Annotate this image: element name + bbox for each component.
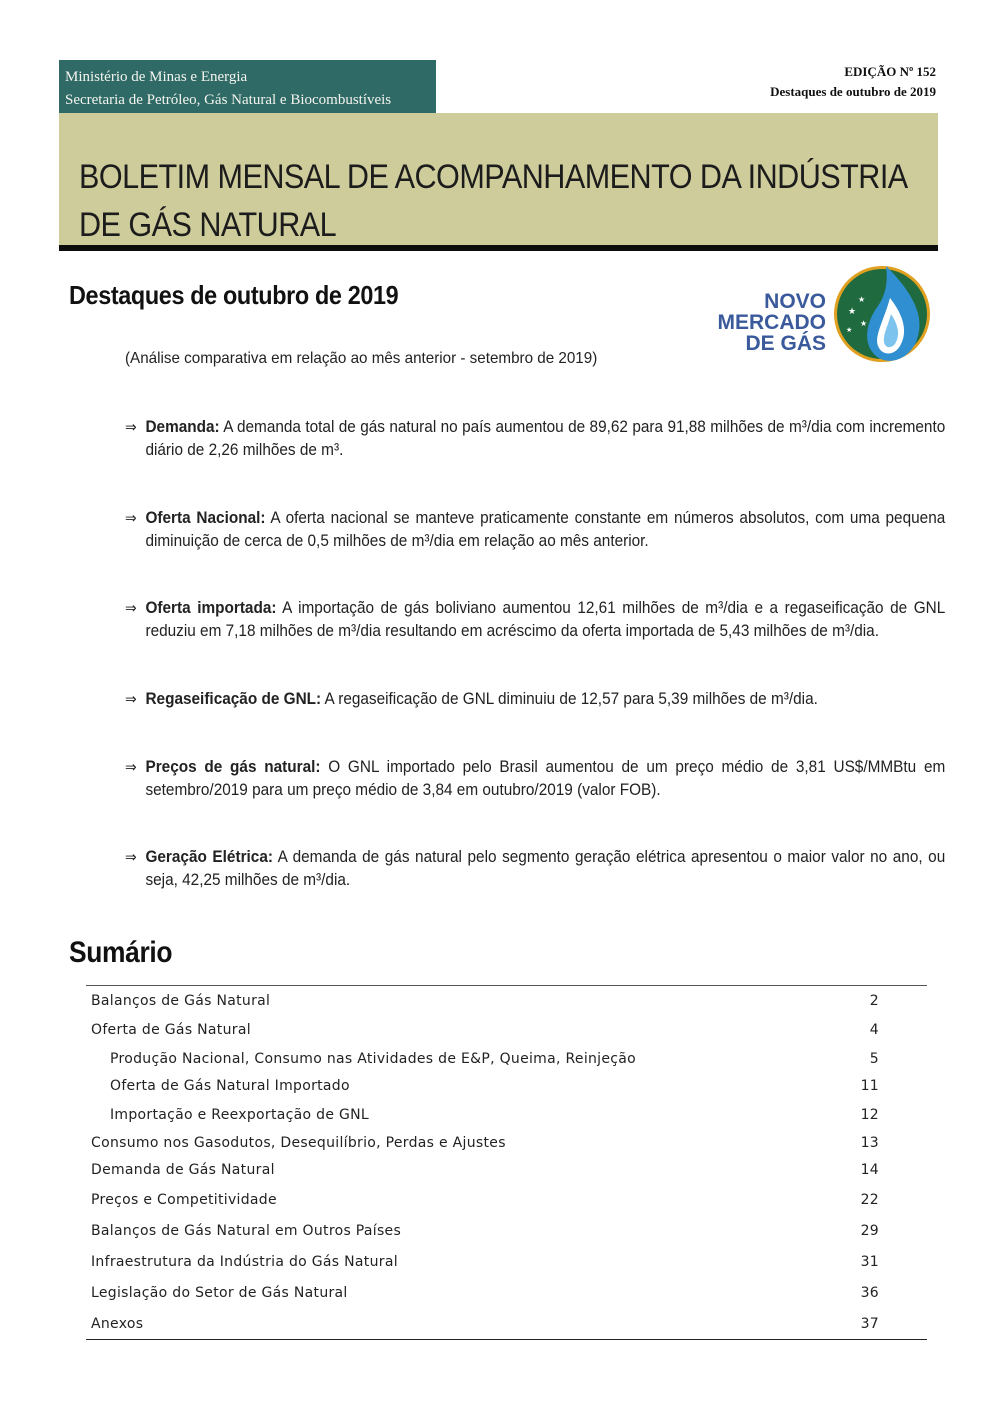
arrow-icon: ⇒ [125, 418, 137, 436]
svg-text:★: ★ [846, 326, 853, 334]
edition-info [770, 62, 936, 102]
highlight-label: Oferta importada: [145, 599, 277, 617]
toc-entry-page: 5 [869, 1051, 879, 1067]
bulletin-title-band [59, 113, 938, 246]
toc-entry-title: Balanços de Gás Natural [91, 993, 271, 1009]
toc-entry-page: 2 [869, 993, 879, 1009]
toc-entry-title: Oferta de Gás Natural [91, 1022, 251, 1038]
highlight-text: A demanda total de gás natural no país aumentou de 89,62 para 91,88 milhões de m³/dia com incremento diário de 2,26 milhões de m³. [145, 418, 946, 459]
comparison-note: (Análise comparativa em relação ao mês anterior - setembro de 2019) [125, 350, 598, 367]
edition-subtitle: Destaques de outubro de 2019 [770, 84, 936, 99]
toc-entry-page: 14 [860, 1162, 879, 1178]
toc-entry-title: Demanda de Gás Natural [91, 1162, 275, 1178]
highlight-label: Preços de gás natural: [145, 758, 321, 776]
highlight-label: Regaseificação de GNL: [145, 690, 322, 708]
edition-number: EDIÇÃO Nº 152 [844, 64, 936, 79]
highlight-oferta-importada [125, 597, 950, 643]
toc-entry-page: 13 [860, 1135, 879, 1151]
svg-text:★: ★ [858, 295, 866, 304]
toc-entry-title: Importação e Reexportação de GNL [110, 1107, 370, 1123]
highlight-label: Demanda: [145, 418, 220, 436]
toc-entry-page: 11 [860, 1078, 879, 1094]
toc-entry-page: 12 [860, 1107, 879, 1123]
toc-entry-title: Balanços de Gás Natural em Outros Países [91, 1223, 402, 1239]
novo-mercado-de-gas-logo [700, 258, 932, 372]
highlight-label: Oferta Nacional: [145, 509, 266, 527]
highlight-text: A oferta nacional se manteve praticamente constante em números absolutos, com uma pequena diminuição de cerca de 0,5 milhões de m³/dia em relação ao mês anterior. [145, 509, 946, 550]
toc-entry-page: 36 [860, 1285, 879, 1301]
arrow-icon: ⇒ [125, 599, 137, 617]
toc-entry-title: Anexos [91, 1316, 144, 1332]
arrow-icon: ⇒ [125, 509, 137, 527]
highlight-text: A regaseificação de GNL diminuiu de 12,57 para 5,39 milhões de m³/dia. [321, 690, 818, 708]
toc-entry-page: 22 [860, 1192, 879, 1208]
summary-heading: Sumário [69, 936, 173, 969]
highlight-text: A demanda de gás natural pelo segmento geração elétrica apresentou o maior valor no ano, ou seja, 42,25 milhões de m³/dia. [145, 848, 946, 889]
toc-entry-title: Infraestrutura da Indústria do Gás Natural [91, 1254, 398, 1270]
logo-text-mercado: MERCADO [717, 311, 826, 334]
arrow-icon: ⇒ [125, 848, 137, 866]
toc-entry-page: 31 [860, 1254, 879, 1270]
bulletin-title-line-2: DE GÁS NATURAL [79, 206, 337, 244]
ministry-name: Ministério de Minas e Energia [65, 69, 248, 85]
toc-entry-page: 29 [860, 1223, 879, 1239]
toc-entry-title: Produção Nacional, Consumo nas Atividades de E&P, Queima, Reinjeção [110, 1051, 637, 1067]
toc-entry-title: Preços e Competitividade [91, 1192, 277, 1208]
highlight-geracao-eletrica [125, 846, 950, 892]
title-divider [59, 245, 938, 251]
bulletin-title [79, 153, 943, 249]
highlights-heading: Destaques de outubro de 2019 [69, 280, 399, 310]
highlight-demanda [125, 416, 950, 462]
arrow-icon: ⇒ [125, 690, 137, 708]
toc-entry-page: 37 [860, 1316, 879, 1332]
logo-emblem [834, 266, 930, 362]
svg-text:★: ★ [860, 319, 868, 328]
toc-entry-page: 4 [869, 1022, 879, 1038]
logo-text-novo: NOVO [764, 290, 826, 313]
toc-entry-title: Oferta de Gás Natural Importado [110, 1078, 350, 1094]
svg-text:★: ★ [848, 307, 857, 317]
highlight-label: Geração Elétrica: [145, 848, 273, 866]
toc-entry-title: Consumo nos Gasodutos, Desequilíbrio, Perdas e Ajustes [91, 1135, 506, 1151]
highlight-regaseificacao [125, 688, 950, 711]
highlight-text: A importação de gás boliviano aumentou 12,61 milhões de m³/dia e a regaseificação de GNL reduziu em 7,18 milhões de m³/dia resultando em acréscimo da oferta importada de 5,43 milhões de m³/dia. [145, 599, 946, 640]
arrow-icon: ⇒ [125, 758, 137, 776]
secretariat-name: Secretaria de Petróleo, Gás Natural e Biocombustíveis [65, 91, 392, 108]
logo-text-de-gas: DE GÁS [745, 332, 826, 355]
table-of-contents [86, 985, 927, 1340]
bulletin-title-line-1: BOLETIM MENSAL DE ACOMPANHAMENTO DA INDÚSTRIA [79, 158, 908, 196]
highlight-oferta-nacional [125, 507, 950, 553]
highlight-precos [125, 756, 950, 802]
highlight-text: O GNL importado pelo Brasil aumentou de um preço médio de 3,81 US$/MMBtu em setembro/2019 para um preço médio de 3,84 em outubro/2019 (valor FOB). [145, 758, 946, 799]
toc-entry-title: Legislação do Setor de Gás Natural [91, 1285, 348, 1301]
